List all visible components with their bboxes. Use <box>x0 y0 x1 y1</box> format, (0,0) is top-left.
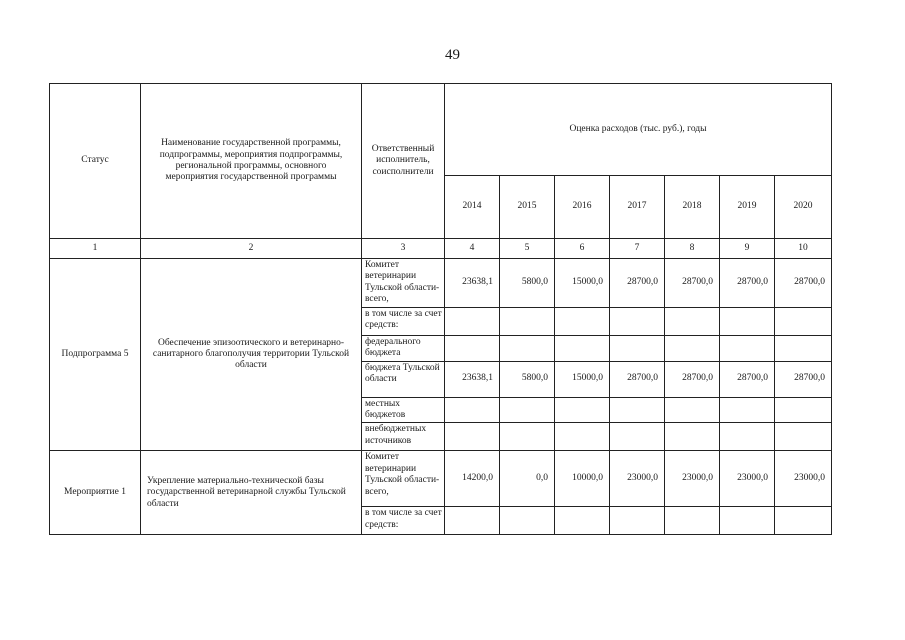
row-value: 23000,0 <box>775 451 832 507</box>
column-number: 1 <box>50 239 141 259</box>
row-value <box>500 397 555 423</box>
row-value: 14200,0 <box>445 451 500 507</box>
row-value: 5800,0 <box>500 259 555 308</box>
row-executor: местных бюджетов <box>362 397 445 423</box>
header-executor: Ответственный исполнитель, соисполнители <box>362 84 445 239</box>
row-name: Обеспечение эпизоотического и ветеринарно-санитарного благополучия территории Тульской области <box>141 259 362 451</box>
row-executor: бюджета Тульской области <box>362 361 445 397</box>
row-value <box>775 507 832 535</box>
row-value: 28700,0 <box>610 361 665 397</box>
row-value <box>500 423 555 451</box>
row-value <box>610 307 665 335</box>
column-number-row <box>50 239 832 259</box>
row-status: Мероприятие 1 <box>50 451 141 535</box>
column-number: 4 <box>445 239 500 259</box>
row-status: Подпрограмма 5 <box>50 259 141 451</box>
row-value <box>665 423 720 451</box>
row-value: 0,0 <box>500 451 555 507</box>
row-value: 28700,0 <box>775 361 832 397</box>
header-year: 2017 <box>610 176 665 239</box>
budget-table <box>49 83 832 535</box>
row-value: 23000,0 <box>665 451 720 507</box>
header-name: Наименование государственной программы, подпрограммы, мероприятия подпрограммы, региональной программы, основного мероприятия государственной программы <box>141 84 362 239</box>
row-value: 15000,0 <box>555 259 610 308</box>
row-value: 23638,1 <box>445 361 500 397</box>
row-name: Укрепление материально-технической базы государственной ветеринарной службы Тульской области <box>141 451 362 535</box>
column-number: 7 <box>610 239 665 259</box>
row-value <box>775 307 832 335</box>
row-value <box>720 397 775 423</box>
row-executor: в том числе за счет средств: <box>362 507 445 535</box>
row-value <box>500 335 555 361</box>
row-value: 28700,0 <box>665 361 720 397</box>
header-status: Статус <box>50 84 141 239</box>
row-value <box>720 423 775 451</box>
row-executor: в том числе за счет средств: <box>362 307 445 335</box>
row-executor: федерального бюджета <box>362 335 445 361</box>
row-value <box>610 507 665 535</box>
row-value <box>610 335 665 361</box>
column-number: 9 <box>720 239 775 259</box>
header-year: 2016 <box>555 176 610 239</box>
header-year: 2019 <box>720 176 775 239</box>
page-number: 49 <box>445 47 460 63</box>
row-value <box>720 507 775 535</box>
row-executor: Комитет ветеринарии Тульской области- всего, <box>362 259 445 308</box>
row-value: 28700,0 <box>720 259 775 308</box>
row-value <box>445 307 500 335</box>
row-value <box>500 507 555 535</box>
column-number: 5 <box>500 239 555 259</box>
row-value <box>665 335 720 361</box>
row-value: 28700,0 <box>775 259 832 308</box>
header-year: 2014 <box>445 176 500 239</box>
column-number: 3 <box>362 239 445 259</box>
row-value: 23000,0 <box>610 451 665 507</box>
row-value <box>665 507 720 535</box>
row-value: 10000,0 <box>555 451 610 507</box>
table-row <box>50 451 832 507</box>
row-executor: внебюджетных источников <box>362 423 445 451</box>
row-value: 5800,0 <box>500 361 555 397</box>
row-value <box>555 423 610 451</box>
row-value <box>775 335 832 361</box>
row-value <box>445 397 500 423</box>
row-value <box>500 307 555 335</box>
row-value <box>445 507 500 535</box>
row-value <box>555 397 610 423</box>
row-executor: Комитет ветеринарии Тульской области- всего, <box>362 451 445 507</box>
header-year: 2018 <box>665 176 720 239</box>
row-value <box>665 307 720 335</box>
row-value <box>775 397 832 423</box>
row-value: 28700,0 <box>665 259 720 308</box>
row-value <box>555 307 610 335</box>
row-value <box>610 397 665 423</box>
column-number: 6 <box>555 239 610 259</box>
row-value: 28700,0 <box>720 361 775 397</box>
header-estimate: Оценка расходов (тыс. руб.), годы <box>445 84 832 176</box>
column-number: 10 <box>775 239 832 259</box>
row-value <box>445 423 500 451</box>
row-value <box>665 397 720 423</box>
row-value <box>610 423 665 451</box>
row-value <box>775 423 832 451</box>
row-value <box>720 335 775 361</box>
row-value <box>555 335 610 361</box>
row-value <box>445 335 500 361</box>
table-row <box>50 259 832 308</box>
row-value: 23000,0 <box>720 451 775 507</box>
column-number: 8 <box>665 239 720 259</box>
row-value <box>720 307 775 335</box>
header-row-top <box>50 84 832 176</box>
row-value <box>555 507 610 535</box>
header-year: 2020 <box>775 176 832 239</box>
row-value: 15000,0 <box>555 361 610 397</box>
header-year: 2015 <box>500 176 555 239</box>
column-number: 2 <box>141 239 362 259</box>
row-value: 28700,0 <box>610 259 665 308</box>
row-value: 23638,1 <box>445 259 500 308</box>
